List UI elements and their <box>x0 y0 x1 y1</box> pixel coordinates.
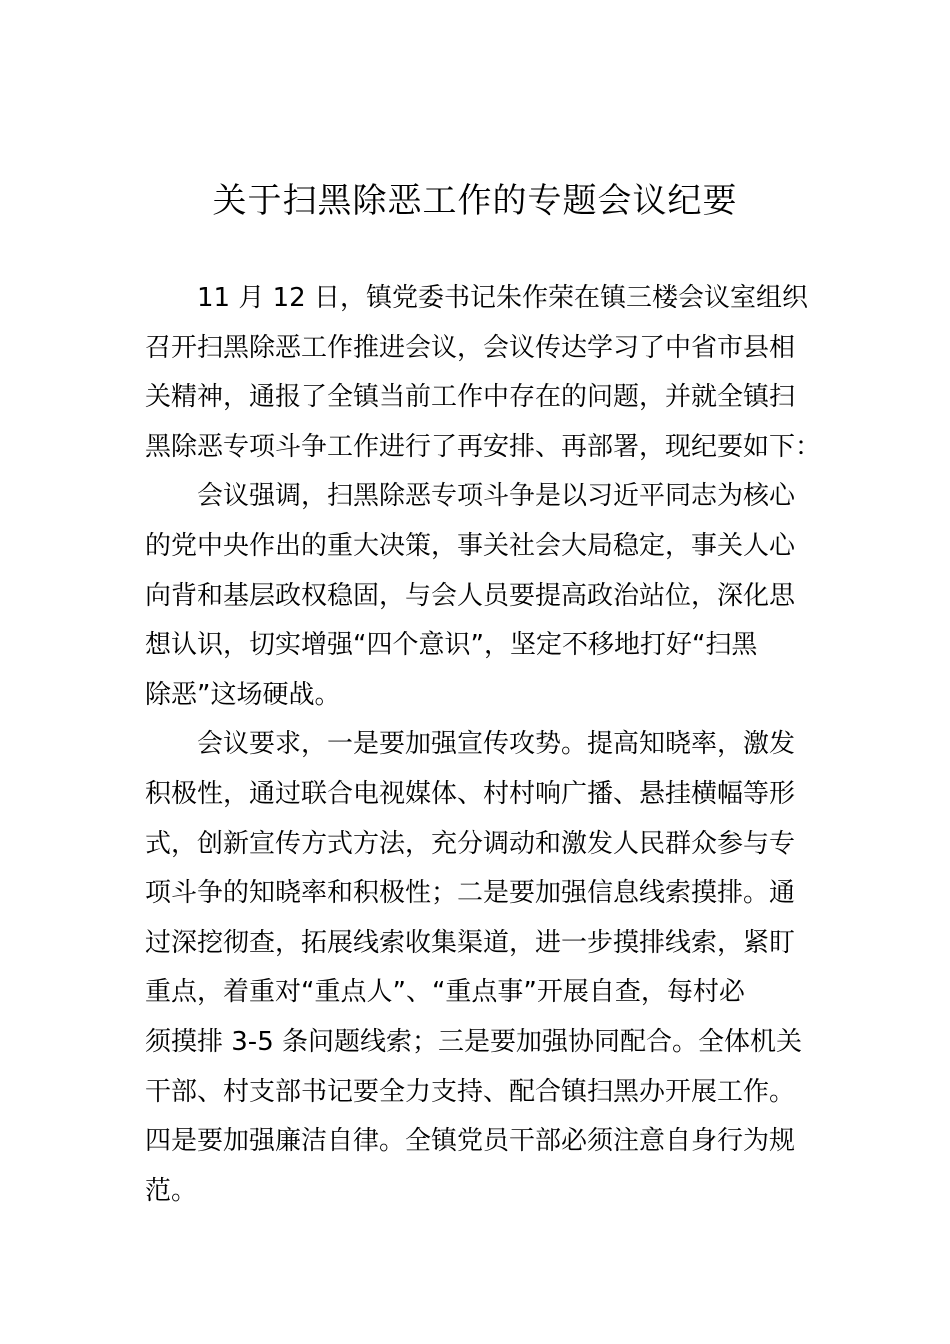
paragraph-3-line-1: 会议要求，一是要加强宣传攻势。提高知晓率，激发 <box>197 729 796 760</box>
paragraph-3-line-9: 四是要加强廉洁自律。全镇党员干部必须注意自身行为规 <box>145 1126 796 1157</box>
document-body <box>145 274 822 1216</box>
document-title: 关于扫黑除恶工作的专题会议纪要 <box>212 181 738 221</box>
paragraph-3-line-3: 式，创新宣传方式方法，充分调动和激发人民群众参与专 <box>145 828 796 859</box>
paragraph-1-line-4: 黑除恶专项斗争工作进行了再安排、再部署，现纪要如下： <box>145 431 822 462</box>
paragraph-1-line-2: 召开扫黑除恶工作推进会议，会议传达学习了中省市县相 <box>145 332 796 363</box>
paragraph-2-line-2: 的党中央作出的重大决策，事关社会大局稳定，事关人心 <box>145 530 796 561</box>
paragraph-3-line-7: 须摸排 3-5 条问题线索；三是要加强协同配合。全体机关 <box>145 1026 802 1057</box>
paragraph-2-line-5: 除恶”这场硬战。 <box>145 679 341 710</box>
paragraph-3-line-5: 过深挖彻查，拓展线索收集渠道，进一步摸排线索，紧盯 <box>145 927 796 958</box>
paragraph-3-line-6: 重点，着重对“重点人”、“重点事”开展自查，每村必 <box>145 977 745 1008</box>
paragraph-3-line-4: 项斗争的知晓率和积极性；二是要加强信息线索摸排。通 <box>145 878 796 909</box>
paragraph-3-line-10: 范。 <box>145 1175 198 1206</box>
paragraph-1-line-1: 11 月 12 日，镇党委书记朱作荣在镇三楼会议室组织 <box>197 283 808 313</box>
paragraph-2-line-1: 会议强调，扫黑除恶专项斗争是以习近平同志为核心 <box>197 481 796 512</box>
paragraph-2-line-3: 向背和基层政权稳固，与会人员要提高政治站位，深化思 <box>145 580 796 611</box>
paragraph-1-line-3: 关精神，通报了全镇当前工作中存在的问题，并就全镇扫 <box>145 382 796 413</box>
paragraph-3-line-8: 干部、村支部书记要全力支持、配合镇扫黑办开展工作。 <box>145 1076 796 1107</box>
paragraph-3-line-2: 积极性，通过联合电视媒体、村村响广播、悬挂横幅等形 <box>145 778 796 809</box>
paragraph-2-line-4: 想认识，切实增强“四个意识”，坚定不移地打好“扫黑 <box>145 630 758 661</box>
